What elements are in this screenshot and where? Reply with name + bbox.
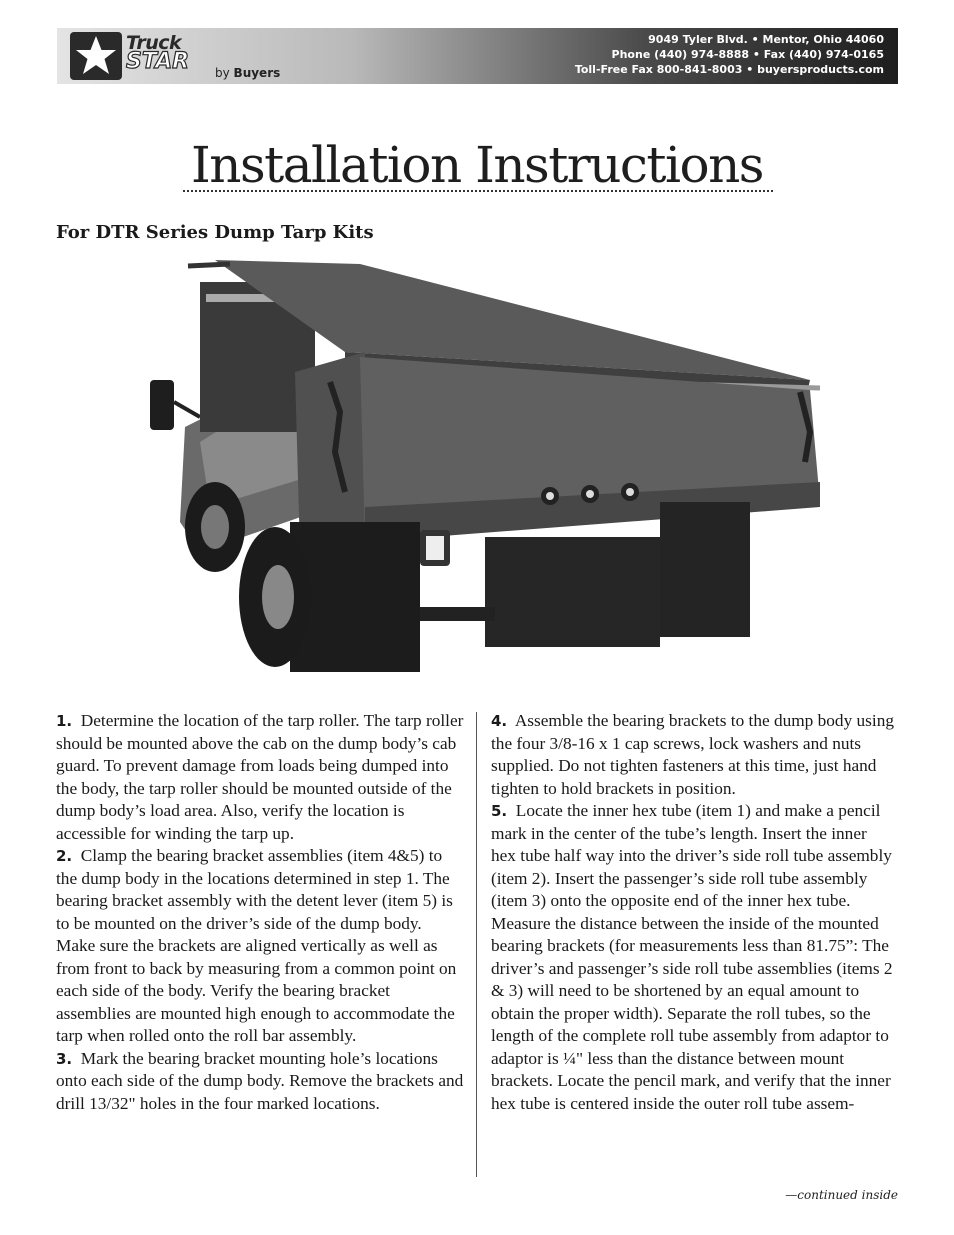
contact-tollfree: Toll-Free Fax 800-841-8003 • buyersproducts.com <box>574 63 884 76</box>
step-1: 1. Determine the location of the tarp roller. The tarp roller should be mounted above the cab on the dump body’s cab guard. To prevent damage from loads being dumped into the body, the tarp roller should be mounted outside of the dump body’s load area. Also, verify the location is accessible for winding the tarp up. <box>56 711 464 843</box>
logo-by: by Buyers <box>215 66 281 80</box>
continued-note: —continued inside <box>785 1188 898 1202</box>
instructions-right-column <box>491 710 895 1115</box>
logo-line2: STAR <box>126 49 190 74</box>
column-divider <box>476 712 477 1177</box>
truckstar-logo <box>70 30 300 82</box>
subtitle: For DTR Series Dump Tarp Kits <box>56 222 374 243</box>
step-5: 5. Locate the inner hex tube (item 1) and make a pencil mark in the center of the tube’s length. Insert the inner hex tube half way into the driver’s side roll tube assembly (item 2). Insert the passenger’s side roll tube assembly (item 3) onto the opposite end of the inner hex tube. Measure the distance between the inside of the mounted bearing brackets (for measurements less than 81.75”: The driver’s and passenger’s side roll tube assemblies (items 2 & 3) will need to be shortened by an equal amount to obtain the proper width). Separate the roll tubes, so the length of the complete roll tube assembly from adaptor to adaptor is ¼" less than the distance between mount brackets. Locate the pencil mark, and verify that the inner hex tube is centered inside the outer roll tube assem- <box>491 801 893 1113</box>
contact-address: 9049 Tyler Blvd. • Mentor, Ohio 44060 <box>648 33 884 46</box>
step-2: 2. Clamp the bearing bracket assemblies (item 4&5) to the dump body in the locations determined in step 1. The bearing bracket assembly with the detent lever (item 5) is to be mounted on the driver’s side of the dump body. Make sure the brackets are aligned vertically as well as from front to back by measuring from a common point on each side of the body. Verify the bearing bracket assemblies are mounted high enough to accommodate the tarp when rolled onto the roll bar assembly. <box>56 846 457 1045</box>
contact-phone: Phone (440) 974-8888 • Fax (440) 974-0165 <box>611 48 884 61</box>
page-title: Installation Instructions <box>191 136 763 194</box>
logo-line1: Truck <box>126 32 182 54</box>
star-icon <box>70 32 122 80</box>
contact-block <box>575 32 884 77</box>
instructions-left-column <box>56 710 464 1115</box>
dump-truck-photo <box>140 252 830 692</box>
title-dotted-rule <box>183 190 773 192</box>
step-3: 3. Mark the bearing bracket mounting hole’s locations onto each side of the dump body. Remove the brackets and drill 13/32" holes in the four marked locations. <box>56 1048 464 1113</box>
step-4: 4. Assemble the bearing brackets to the dump body using the four 3/8-16 x 1 cap screws, lock washers and nuts supplied. Do not tighten fasteners at this time, just hand tighten to hold brackets in position. <box>491 711 894 798</box>
